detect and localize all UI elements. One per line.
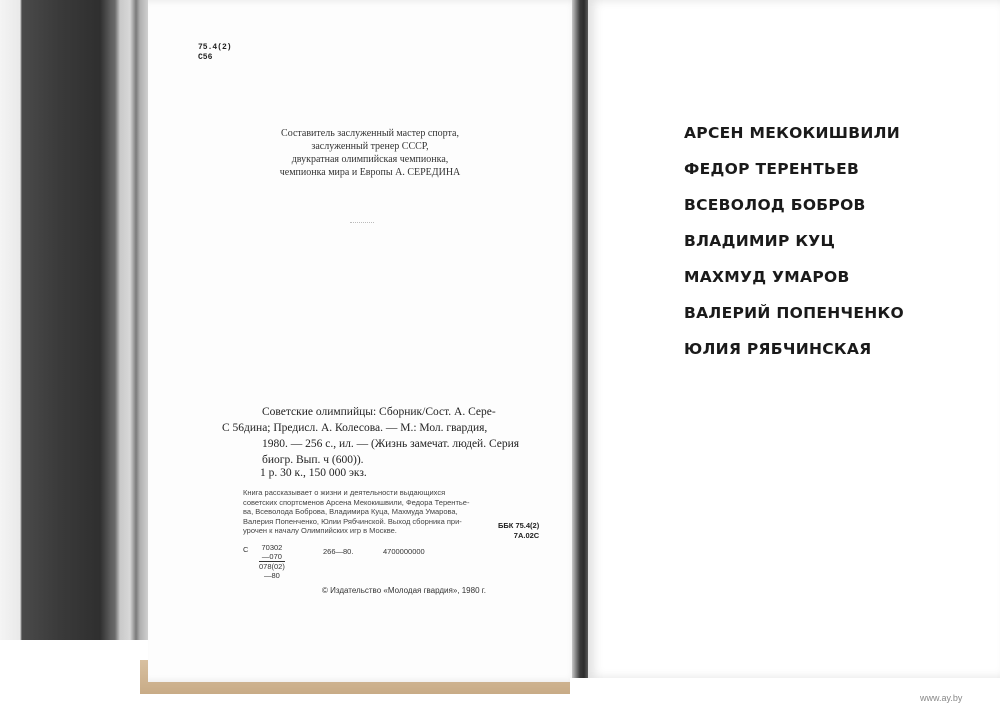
biblio-line: С 56дина; Предисл. А. Колесова. — М.: Мол. гвардия, [222, 422, 488, 434]
left-page [148, 0, 580, 682]
athlete-name: ВАЛЕРИЙ ПОПЕНЧЕНКО [684, 304, 904, 322]
bbk-line: 7А.02С [513, 531, 540, 540]
annotation-line: урочен к началу Олимпийских игр в Москве. [243, 526, 397, 535]
compiler-line: заслуженный тренер СССР, [311, 141, 429, 152]
compiler-line: двукратная олимпийская чемпионка, [291, 154, 449, 165]
annotation-line: советских спортсменов Арсена Мекокишвили, Федора Терентье- [243, 497, 470, 507]
compiler-line: Составитель заслуженный мастер спорта, [281, 128, 459, 139]
annotation-line: Валерия Попенченко, Юлии Рябчинской. Выход сборника при- [243, 516, 462, 526]
annotation-line: Книга рассказывает о жизни и деятельности выдающихся [243, 488, 446, 497]
catalog-numerator: 70302—070 [259, 543, 285, 562]
athlete-name: ФЕДОР ТЕРЕНТЬЕВ [684, 160, 860, 178]
biblio-line: 1980. — 256 с., ил. — (Жизнь замечат. людей. Серия [262, 438, 520, 450]
bibliographic-record [222, 404, 552, 468]
code-line-1: 75.4(2) [198, 43, 232, 52]
dotted-divider [350, 222, 374, 223]
athlete-name: АРСЕН МЕКОКИШВИЛИ [684, 124, 901, 142]
compiler-line: чемпионка мира и Европы А. СЕРЕДИНА [279, 167, 461, 178]
book-page-edges [0, 0, 148, 713]
watermark: www.ay.by [920, 693, 963, 703]
classification-code [198, 43, 232, 63]
bbk-line: ББК 75.4(2) [498, 521, 540, 530]
compiler-credit [220, 127, 520, 179]
price-and-print-run: 1 р. 30 к., 150 000 экз. [260, 467, 367, 479]
athlete-name: ВСЕВОЛОД БОБРОВ [684, 196, 866, 214]
biblio-line: биогр. Вып. ч (600)). [262, 454, 364, 466]
catalog-denominator: 078(02)—80 [259, 562, 285, 580]
catalog-number: 266—80. [323, 547, 354, 556]
catalog-letter: С [243, 545, 249, 554]
catalog-number: 4700000000 [383, 547, 425, 556]
athlete-name: ЮЛИЯ РЯБЧИНСКАЯ [684, 340, 872, 358]
catalog-fraction [259, 543, 285, 580]
code-line-2: С56 [198, 53, 213, 62]
athlete-names-list [684, 123, 904, 375]
biblio-line: Советские олимпийцы: Сборник/Сост. А. Сере- [262, 406, 496, 418]
athlete-name: МАХМУД УМАРОВ [684, 268, 850, 286]
background-corner [0, 640, 160, 713]
copyright-line: © Издательство «Молодая гвардия», 1980 г. [322, 586, 486, 595]
bbk-index [498, 521, 539, 541]
annotation-line: ва, Всеволода Боброва, Владимира Куца, Махмуда Умарова, [243, 507, 458, 516]
athlete-name: ВЛАДИМИР КУЦ [684, 232, 836, 250]
